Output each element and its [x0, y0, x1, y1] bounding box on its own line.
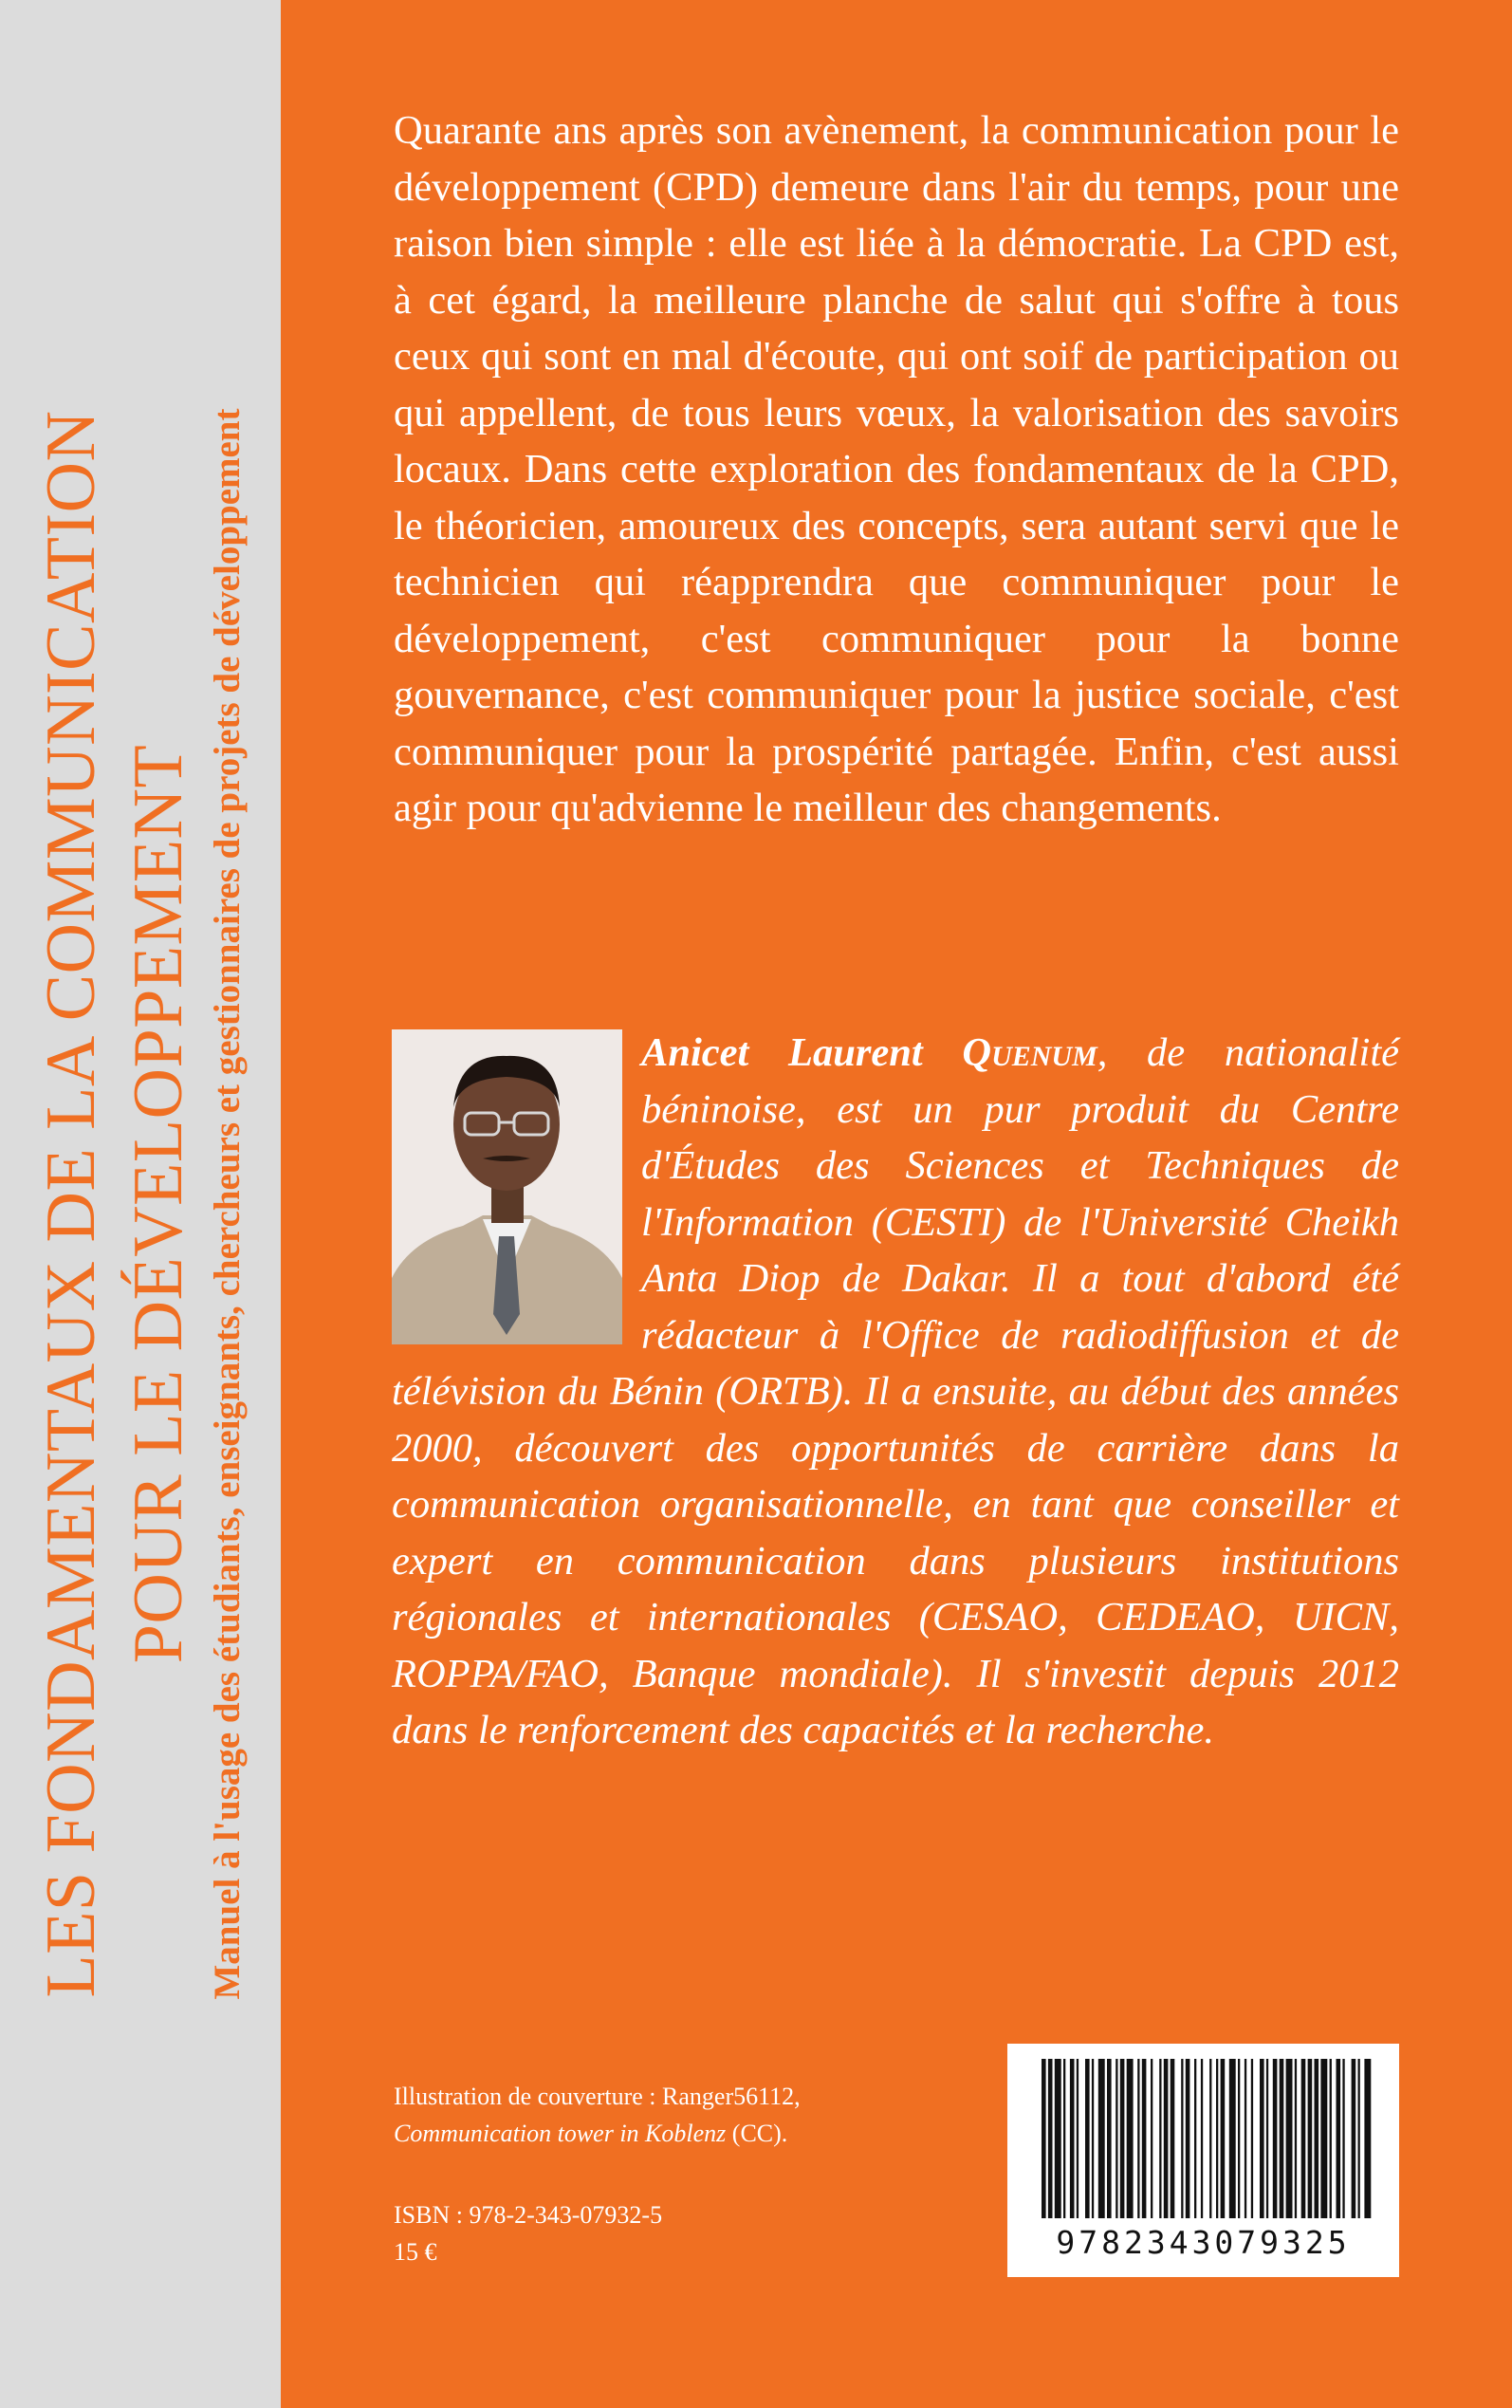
barcode-bar: [1055, 2059, 1061, 2218]
barcode-bar: [1216, 2059, 1218, 2218]
barcode-number: 9782343079325: [1056, 2224, 1351, 2261]
barcode-bar: [1280, 2059, 1284, 2218]
barcode-bar: [1337, 2059, 1341, 2218]
barcode-bar: [1308, 2059, 1313, 2218]
isbn-text: ISBN : 978-2-343-07932-5: [394, 2201, 663, 2229]
barcode-bars-icon: [1007, 2044, 1399, 2224]
price-text: 15 €: [394, 2238, 437, 2266]
barcode-bar: [1164, 2059, 1169, 2218]
barcode-bar: [1159, 2059, 1161, 2218]
barcode-bar: [1186, 2059, 1190, 2218]
barcode-bar: [1352, 2059, 1356, 2218]
barcode-bar: [1209, 2059, 1211, 2218]
barcode-bar: [1358, 2059, 1360, 2218]
barcode-bar: [1201, 2059, 1203, 2218]
barcode-bar: [1116, 2059, 1117, 2218]
book-spine-band: [0, 0, 281, 2408]
spine-title-line-1: LES FONDAMENTAUX DE LA COMMUNICATION: [32, 410, 110, 1998]
barcode-bar: [1085, 2059, 1090, 2218]
barcode-bar: [1286, 2059, 1293, 2218]
barcode-bar: [1266, 2059, 1268, 2218]
barcode-bar: [1245, 2059, 1246, 2218]
barcode-bar: [1120, 2059, 1125, 2218]
spine-title-block: [3, 46, 278, 2362]
author-name: Anicet Laurent Quenum: [641, 1030, 1097, 1075]
barcode-bar: [1042, 2059, 1046, 2218]
barcode-bar: [1221, 2059, 1226, 2218]
barcode-bar: [1171, 2059, 1175, 2218]
author-bio-text: , de nationalité béninoise, est un pur produit du Centre d'Études des Sciences et Techniques de l'Information (CESTI) de l'Université Cheikh Anta Diop de Dakar. Il a tout d'abord été rédacteur à l'Office de radiodiffusion et de télévision du Bénin (ORTB). Il a ensuite, au début des années 2000, découvert des opportunités de carrière dans la communication organisationnelle, en tant que conseiller et expert en communication dans plusieurs institutions régionales et internationales (CESAO, CEDEAO, UICN, ROPPA/FAO, Banque mondiale). Il s'investit depuis 2012 dans le renforcement des capacités et la recherche.: [392, 1030, 1399, 1752]
barcode-bar: [1137, 2059, 1139, 2218]
barcode-bar: [1063, 2059, 1065, 2218]
barcode-bar: [1098, 2059, 1105, 2218]
barcode-bar: [1142, 2059, 1147, 2218]
barcode-bar: [1295, 2059, 1297, 2218]
barcode-bar: [1092, 2059, 1094, 2218]
spine-subtitle: Manuel à l'usage des étudiants, enseignants, chercheurs et gestionnaires de projets de développement: [207, 408, 248, 2000]
cover-credits: [394, 2078, 801, 2152]
author-bio: [392, 1025, 1399, 1759]
barcode-bar: [1070, 2059, 1075, 2218]
barcode-bar: [1194, 2059, 1196, 2218]
blurb-paragraph: Quarante ans après son avènement, la communication pour le développement (CPD) demeure dans l'air du temps, pour une raison bien simple : elle est liée à la démocratie. La CPD est, à cet égard, la meilleure planche de salut qui s'offre à tous ceux qui sont en mal d'écoute, qui ont soif de participation ou qui appellent, de tous leurs vœux, la valorisation des savoirs locaux. Dans cette exploration des fondamentaux de la CPD, le théoricien, amoureux des concepts, sera autant servi que le technicien qui réapprendra que communiquer pour le développement, c'est communiquer pour la bonne gouvernance, c'est communiquer pour la justice sociale, c'est communiquer pour la prospérité partagée. Enfin, c'est aussi agir pour qu'advienne le meilleur des changements.: [394, 108, 1399, 830]
barcode-bar: [1107, 2059, 1112, 2218]
barcode-bar: [1273, 2059, 1278, 2218]
barcode-bar: [1342, 2059, 1344, 2218]
spine-title-line-2: POUR LE DÉVELOPPEMENT: [120, 744, 197, 1664]
barcode-bar: [1315, 2059, 1319, 2218]
barcode-bar: [1127, 2059, 1134, 2218]
credit-line-2: Communication tower in Koblenz (CC).: [394, 2120, 788, 2147]
barcode-bar: [1251, 2059, 1253, 2218]
barcode-bar: [1181, 2059, 1183, 2218]
barcode-bar: [1077, 2059, 1079, 2218]
barcode-bar: [1320, 2059, 1327, 2218]
author-surname: Quenum: [962, 1030, 1097, 1075]
barcode-bar: [1048, 2059, 1053, 2218]
barcode-bar: [1330, 2059, 1332, 2218]
barcode-bar: [1229, 2059, 1236, 2218]
barcode-bar: [1260, 2059, 1264, 2218]
barcode-bar: [1238, 2059, 1240, 2218]
barcode-bar: [1301, 2059, 1306, 2218]
credit-line-1: Illustration de couverture : Ranger56112,: [394, 2083, 801, 2110]
publication-info: [394, 2196, 662, 2270]
barcode-bar: [1151, 2059, 1152, 2218]
barcode-bar: [1364, 2059, 1371, 2218]
barcode-box: [1007, 2044, 1399, 2277]
